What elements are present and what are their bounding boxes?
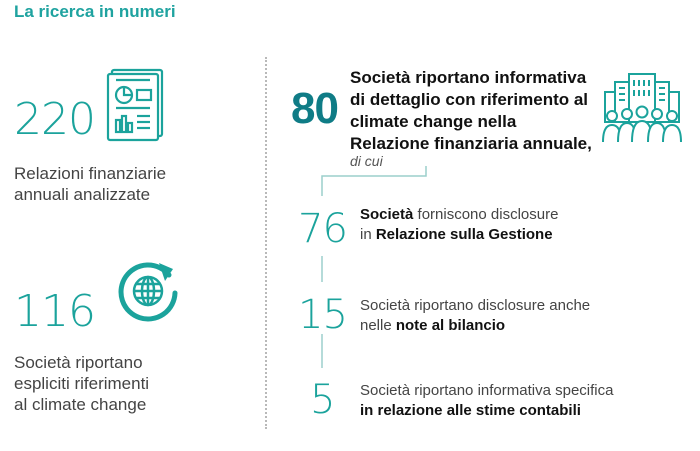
stat-desc-line: espliciti riferimenti xyxy=(14,374,150,393)
main-desc-line: di dettaglio con riferimento al xyxy=(350,90,589,109)
stat-value-76: 76 xyxy=(298,206,347,252)
report-icon xyxy=(106,68,168,142)
main-desc-line: climate change nella xyxy=(350,112,517,131)
sub-text: in xyxy=(360,226,376,243)
stat-value-companies: 80 xyxy=(291,84,338,133)
main-desc-line: Relazione finanziaria annuale, xyxy=(350,134,592,153)
globe-refresh-icon xyxy=(113,255,183,325)
sub-bold: Società xyxy=(360,206,414,223)
connector-line xyxy=(318,158,430,398)
stat-value-15: 15 xyxy=(298,292,347,338)
sub-text: Società riportano informativa specifica xyxy=(360,382,614,399)
main-desc-line: Società riportano informativa xyxy=(350,68,587,87)
stat-desc-line: Società riportano xyxy=(14,353,143,372)
sub-bold: in relazione alle stime contabili xyxy=(360,402,581,419)
sub-text: nelle xyxy=(360,317,396,334)
company-building-icon xyxy=(601,72,683,144)
stat-desc-line: annuali analizzate xyxy=(14,185,151,204)
sub-intro: di cui xyxy=(350,153,383,169)
sub-text: forniscono disclosure xyxy=(413,206,559,223)
sub-bold: Relazione sulla Gestione xyxy=(375,226,553,243)
stat-desc-line: al climate change xyxy=(14,395,147,414)
sub-text: Società riportano disclosure anche xyxy=(360,297,591,314)
stat-value-climate: 116 xyxy=(14,286,95,337)
page-title: La ricerca in numeri xyxy=(14,2,176,21)
main-description xyxy=(350,67,600,155)
stat-desc-line: Relazioni finanziarie xyxy=(14,164,167,183)
divider xyxy=(265,57,267,429)
sub-bold: note al bilancio xyxy=(395,317,506,334)
stat-value-5: 5 xyxy=(310,377,335,423)
stat-value-reports: 220 xyxy=(14,94,95,145)
